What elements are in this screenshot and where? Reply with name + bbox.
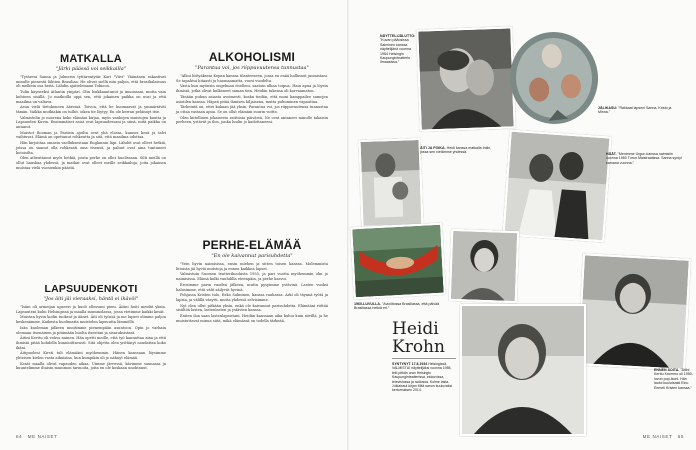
paragraph: Valmistelin jo nuorena koko elämäni kirjaa, myös vanhojen muistojen kautta ja Lapsuuden Kuvin. Ensimmäiset asiat ovat lapsuudessani ja siinä, mitä paikka on antanut. <box>16 115 166 130</box>
paragraph: Muistan hyvin kodin tuoksut ja äänet. Äiti oli työssä ja me lapset olimme paljon keskenämme. Kaikesta huolimatta muistelen lapsuutta lämmöllä. <box>16 315 166 325</box>
section-body <box>176 74 328 125</box>
paragraph: Tärkeintä on, ettei kukaan jää yksin. Parantua voi, jos riippuvuutensa tunnustaa ja ottaa vastaan apua. Se on ollut elämäni suurin voitto. <box>176 105 328 114</box>
sixties-image <box>451 231 517 301</box>
paragraph: Olen aiheuttanut myös hetkiä, joista perhe on ollut huolissaan. Silti meillä on ollut hauskaa yhdessä, ja matkat ovat olleet meille seikkailuja, joita jokainen muistaa vielä vuosienkin päästä. <box>16 156 166 170</box>
section-body <box>16 305 166 371</box>
caption-label: ENNEN SOITA. <box>654 368 680 372</box>
paragraph: Tulin käyneeksi Atlantin ympäri. Olin loukkaantunut ja innoissani, mutta vain kohteen sisällä. Jo matkoilla oppi sen, että jokainen paikka on uusi ja että maailma on valtava. <box>16 90 166 104</box>
brooch-photo <box>503 25 605 130</box>
page-number: 64 <box>16 434 23 439</box>
sidebar-rule <box>392 358 456 359</box>
mother-child-image <box>361 140 422 226</box>
hammock-photo <box>350 223 446 300</box>
paragraph: Pohjassa Kristen tulo, Eeko Salminen, kanssa rauhassa. Arki oli täynnä työtä ja lapsia, ja välillä väsytti, mutta yhdessä selvisimme. <box>176 293 328 302</box>
caption-aiti <box>420 146 500 155</box>
sidebar-bio-text: Helsingissä. VALMISTUI näyttelijäksi vuonna 1955, teki pitkän uran Helsingin Kaupunginteatterissa, elokuvissa, televisiossa ja radiossa. Kolme lasta. Julkaissut kirjan Mitä sanon kuuluvaksi kertomuksen 2014. <box>392 362 453 393</box>
footer-left <box>16 434 57 439</box>
section-perhe-elamaa <box>176 238 328 324</box>
paragraph: "Vein hyvin naimisissa, ensin miehen ja sitten toisen kanssa. Molemmista liitoista jäi hyviä muistoja ja ennen kaikkea lapset. <box>176 262 328 271</box>
caption-1960-luvulla <box>354 302 446 311</box>
caption-text: "Rakkaat lapseni Sanna, Kristo ja Minna." <box>598 106 672 115</box>
section-subtitle: "Jos äiti jäi vieraaksi, häntä ei ikävöi" <box>43 296 139 302</box>
paragraph: "Tytäreni Sanna ja Julmerin tyttärentytär Kari "Viivi" Väänänen rakastivat minulle pienestä lähtien Brasiliaa. He olivat siellä niin paljon, että brasilialaisuus oli melkein osa heitä. Lähdin ajattelemaan Tokioon. <box>16 75 166 89</box>
caption-text: "Kuvan pääosissa Salminen kanssa näyttelijänä vuonna 1964 Helsingin Kaupunginteatterin Ilmaasissa." <box>380 38 411 65</box>
paragraph: "Alkoi liittyäkseni Kepan kanssa tilanteeseen, jossa en enää hallinnut juomistani. Se tapahtui hitaasti ja huomaamatta, vuosi vuodelta. <box>176 74 328 83</box>
caption-text: Heidi kanssa matkalla Intiin, jossa sen vietämme yhdessä. <box>420 146 492 155</box>
section-subtitle: "En ole kaivannut parisuhdetta" <box>211 253 293 259</box>
paragraph: Kesät maalla olivat vapauden aikaa. Uimme järvessä, kävimme saunassa ja kuuntelimme iltaisin mummon tarinoita, joita en ole koskaan unohtanut. <box>16 361 166 371</box>
section-subtitle: "Parantua voi, jos riippuvuutensa tunnustaa" <box>195 65 309 71</box>
section-body <box>16 75 166 170</box>
section-heading: MATKALLA <box>60 53 122 65</box>
paragraph: Erosimme parin vuoden jälkeen, mutta pysyimme ystävinä. Lasten vuoksi halusimme, että välit säilyvät hyvinä. <box>176 282 328 292</box>
theater-portrait-photo <box>416 26 516 131</box>
paragraph: Muistot Rooman ja Pariisin ajoilta ovat yhä elossa, kunnes kesä ja talvi vaihtuvat. Elämä on opettanut rohkeutta ja sitä, että maailma odottaa. <box>16 130 166 140</box>
older-woman-image <box>579 255 689 368</box>
footer-magazine-name: ME NAISET <box>642 434 673 439</box>
paragraph: Asun vielä tietokoneen ääressä. Toivon, että he huomaavat ja ymmärtävät tämän. Vaikka mutkiakin on tullut, oikea tie löytyy. En ole kerran pelännyt itse. <box>16 105 166 114</box>
hammock-image <box>352 225 443 298</box>
paragraph: Äitini Kerttu oli vahva nainen. Hän opetti meille, että työ kannattaa aina ja että ihmisiä pitää kohdella kunnioittavasti. Sitä ohjetta olen yrittänyt noudattaa koko ikäni. <box>16 336 166 350</box>
caption-text: "Avioliitossa Brasiliassa, että päivää Brasiliassa hetkiä eri." <box>354 302 440 311</box>
paragraph: Eniten iloa saan lastenlapsistani. Heidän kanssaan aika kuluu kuin siivillä, ja he muistuttavat minua siitä, mikä elämässä on todella tärkeää. <box>176 314 328 323</box>
brooch-image <box>503 25 605 130</box>
caption-nayttelijalutto <box>380 34 416 65</box>
paragraph: Äitipuoleni Kirsti tuli elämääni myöhemmin. Hänen kanssaan löysimme yhteisen kielen vasta aikuisina, kun kumpikin oli jo nähnyt elämää. <box>16 351 166 361</box>
section-heading: LAPSUUDENKOTI <box>44 283 138 295</box>
section-matkalla <box>16 53 166 171</box>
paragraph: Isän kuoleman jälkeen muutimme pienempään asuntoon. Opin jo varhain olemaan itsenäinen ja pitämään huolta itsestäni ja sisaruksistani. <box>16 325 166 335</box>
wedding-photo <box>502 130 611 243</box>
paragraph: Valmistuin Suomen teatterikoulusta 1955, ja pari vuotta myöhemmin olin jo naimisissa. Elämä kulki vauhdilla eteenpäin, ja perhe kasvoi. <box>176 272 328 282</box>
sidebar-name-last: Krohn <box>392 337 445 357</box>
sidebar-bio <box>392 362 456 393</box>
caption-haat <box>606 152 684 165</box>
paragraph: Nyt olen ollut pitkään yksin, enkä ole kaivannut parisuhdetta. Elämääni riittää sisältöä lasten, lastenlasten ja ystävien kanssa. <box>176 303 328 313</box>
section-subtitle: "Järki päässä voi seikkailla" <box>55 66 127 72</box>
paragraph: Olen kiitollinen jokaisesta raittiista päivästä. Ne ovat antaneet minulle takaisin perheen, ystävät ja ilon, jonka luulin jo kadottaneeni. <box>176 115 328 125</box>
paragraph: Tänään puhun asiasta avoimesti, koska tiedän, että moni kamppailee samojen asioiden kanssa. Häpeä pitää ihmisen hiljaisena, mutta puhuminen vapauttaa. <box>176 94 328 104</box>
mother-child-photo <box>358 138 423 228</box>
sidebar-name-first: Heidi <box>392 319 439 339</box>
sidebar-bio-label: SYNTYNYT 17.8.1934 <box>392 362 428 366</box>
caption-label: JÄLIKASU: <box>598 106 618 110</box>
page-fold <box>347 0 349 450</box>
caption-label: NÄYTTELIJÄLUTTO: <box>380 34 416 38</box>
wedding-image <box>505 132 610 241</box>
page-number: 65 <box>677 434 684 439</box>
section-lapsuudenkoti <box>16 283 166 372</box>
caption-label: ÄITI JA POIKA. <box>420 146 446 150</box>
section-heading: PERHE-ELÄMÄÄ <box>202 238 302 252</box>
caption-ennen <box>654 368 694 390</box>
section-alkoholismi <box>176 50 328 126</box>
paragraph: Hän kirjoittaa omasta vaelluksestaan Englannin läpi. Lähdöt ovat olleet hetkiä, joissa on saanut olla rohkeasti oma itsensä, ja paluut ovat aina tuntuneet kotoisilta. <box>16 141 166 155</box>
section-body <box>176 262 328 323</box>
section-heading: ALKOHOLISMI <box>208 50 296 64</box>
caption-label: 1960-LUVULLA. <box>354 302 381 306</box>
caption-text: "Äitini Kerttu Krummo oli 1950-luvun pop-ikoni. Hän lauloi kuuluisasti Eino Eemeli Kristen kanssa." <box>654 368 693 390</box>
paragraph: Vasta kun myönsin ongelman itselleni, saatoin alkaa toipua. Hain apua ja löysin ihmisiä, jotka olivat kulkeneet saman tien. Heidän tukensa oli korvaamaton. <box>176 84 328 94</box>
paragraph: "Isäni oli armeijan upseeri ja kuoli ollessani pieni. Äitini hoiti meidät yksin. Lapsuuteni kului Helsingissä ja maalla mummolassa, jossa vietimme kaikki kesät. <box>16 305 166 314</box>
footer-magazine-name: ME NAISET <box>27 434 58 439</box>
theater-portrait-image <box>418 28 513 129</box>
footer-right <box>643 434 684 439</box>
sixties-photo <box>449 229 519 303</box>
sidebar-name <box>392 320 460 356</box>
krohn-portrait-image <box>462 306 584 434</box>
krohn-portrait-photo <box>460 304 586 436</box>
older-woman-photo <box>577 253 691 370</box>
caption-jalokasu <box>598 106 678 115</box>
caption-text: "Menimme Urgun kanssa naimisiin vuonna 1960 Turun Maistraatissa. Sanna syntyi samana vuonna." <box>606 152 682 165</box>
caption-label: HÄÄT. <box>606 152 617 156</box>
